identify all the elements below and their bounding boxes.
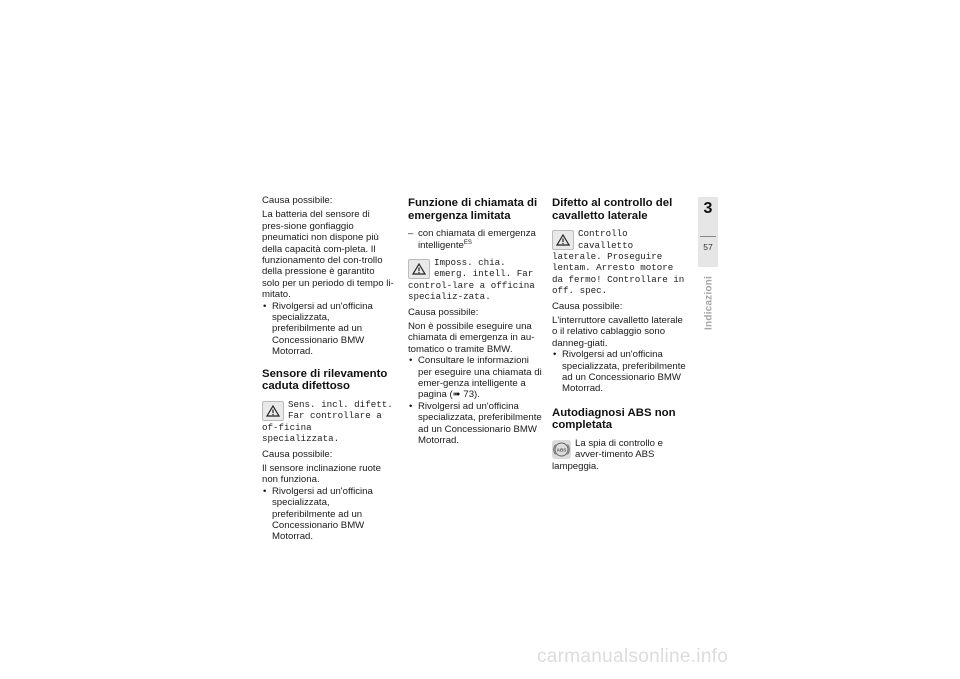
- section-heading-fall-sensor: Sensore di rilevamento caduta difettoso: [262, 367, 388, 393]
- cause-label: Causa possibile:: [552, 300, 623, 312]
- display-message-box: [262, 399, 394, 445]
- cause-text: L'interruttore cavalletto laterale o il relativo cablaggio sono danneg-giati.: [552, 315, 683, 349]
- watermark: carmanualsonline.info: [537, 646, 729, 667]
- display-message: Imposs. chia. emerg. intell. Far control-lare a officina specializ-zata.: [408, 257, 535, 303]
- cause-label: Causa possibile:: [262, 448, 333, 460]
- abs-text: La spia di controllo e avver-timento ABS lampeggia.: [552, 438, 663, 472]
- action-item: • Rivolgersi ad un'officina specializzata, preferibilmente ad un Concessionario BMW Motorrad.: [552, 349, 688, 395]
- warning-triangle-icon: [408, 259, 430, 279]
- section-heading-abs: Autodiagnosi ABS non completata: [552, 406, 676, 432]
- section-label: Indicazioni: [703, 276, 715, 330]
- condition-superscript: ES: [463, 239, 472, 246]
- warning-triangle-icon: [552, 230, 574, 250]
- display-message-box: [552, 228, 688, 296]
- section-heading-emergency-call: Funzione di chiamata di emergenza limitata: [408, 197, 538, 222]
- action-item: • Rivolgersi ad un'officina specializzata, preferibilmente ad un Concessionario BMW Motorrad.: [408, 401, 544, 447]
- abs-message-box: [552, 438, 688, 472]
- section-heading-side-stand: Difetto al controllo del cavalletto laterale: [552, 197, 673, 222]
- column-right: [552, 197, 688, 476]
- cause-text: Non è possibile eseguire una chiamata di emergenza in au-tomatico o tramite BMW.: [408, 321, 535, 355]
- column-middle: [408, 197, 544, 447]
- page-number: 57: [703, 242, 713, 252]
- condition-item: [408, 228, 544, 251]
- cause-label: Causa possibile:: [262, 195, 333, 206]
- abs-icon-label: ABS: [556, 447, 567, 453]
- display-message: Sens. incl. difett. Far controllare a of-ficina specializzata.: [262, 398, 393, 445]
- warning-triangle-icon: [262, 401, 284, 421]
- action-item: • Consultare le informazioni per eseguire una chiamata di emer-genza intelligente a pagina (➠ 73).: [408, 355, 544, 401]
- column-left: [262, 195, 394, 543]
- cause-text: La batteria del sensore di pres-sione gonfiaggio pneumatici non dispone più della capacità com-pleta. Il funzionamento del con-trollo della pressione è garantito solo per un periodo di tempo li-mitato.: [262, 209, 394, 301]
- display-message: Controllo cavalletto laterale. Proseguire lentam. Arresto motore da fermo! Controllare in off. spec.: [552, 228, 685, 297]
- chapter-number: 3: [703, 200, 713, 217]
- action-item: • Rivolgersi ad un'officina specializzata, preferibilmente ad un Concessionario BMW Motorrad.: [262, 301, 394, 358]
- condition-text: con chiamata di emergenza intelligente: [418, 228, 536, 251]
- display-message-box: [408, 257, 544, 303]
- cause-label: Causa possibile:: [408, 306, 479, 318]
- abs-warning-icon: [552, 440, 571, 459]
- cause-text: Il sensore inclinazione ruote non funziona.: [262, 462, 381, 486]
- action-item: • Rivolgersi ad un'officina specializzata, preferibilmente ad un Concessionario BMW Motorrad.: [262, 486, 394, 543]
- tab-divider: [700, 236, 716, 237]
